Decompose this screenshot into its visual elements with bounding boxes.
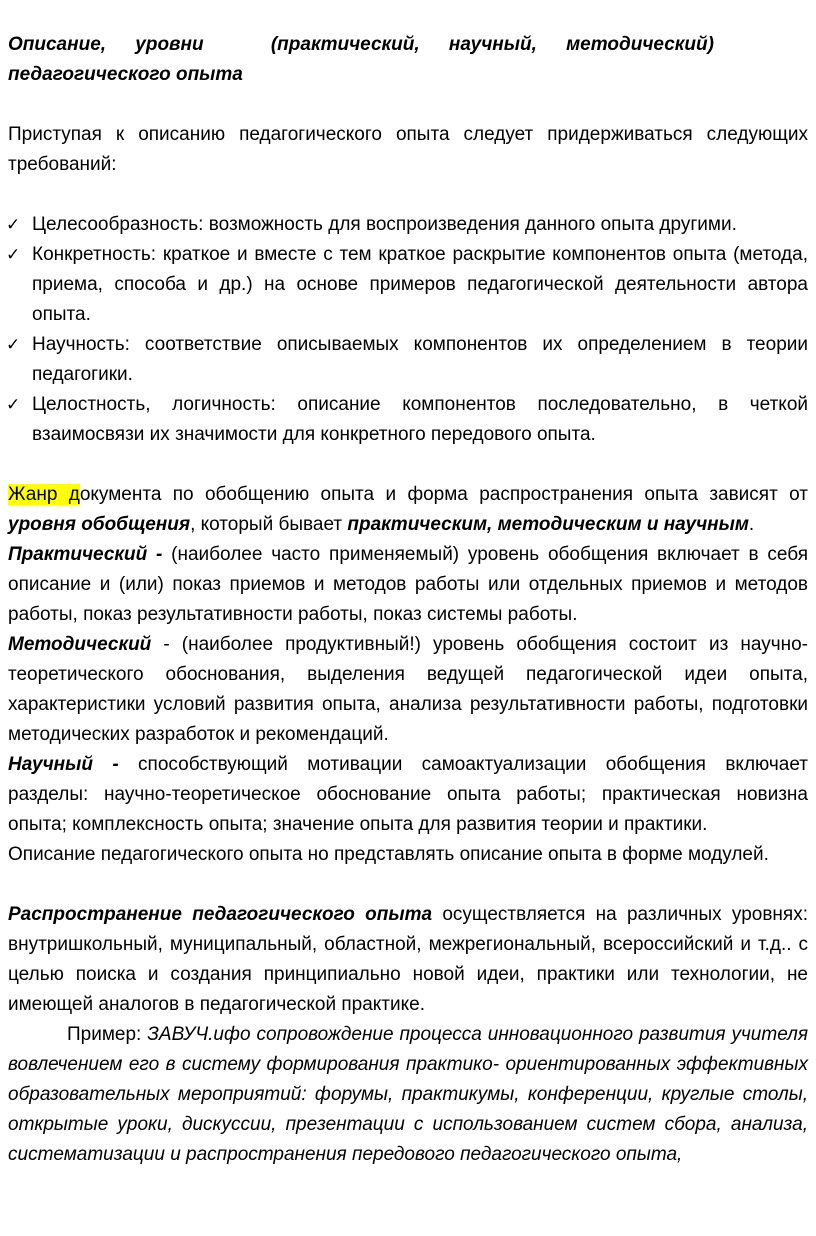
requirements-list: [8, 210, 808, 450]
distribution-term: Распространение педагогического опыта: [8, 904, 433, 925]
heading-line-2: педагогического опыта: [8, 64, 243, 85]
practical-paragraph: [8, 540, 808, 630]
document-heading: [8, 30, 808, 90]
distribution-paragraph: [8, 900, 808, 1020]
practical-term: Практический -: [8, 544, 163, 565]
blank-line: [8, 870, 808, 900]
checkmark-icon: ✓: [6, 395, 21, 415]
methodical-text: - (наиболее продуктивный!) уровень обобщения состоит из научно-теоретического обоснования, выделения ведущей педагогической идеи опыта, характеристики условий развития опыта, анализа результативности работы, подготовки методических разработок и рекомендаций.: [8, 634, 808, 745]
practical-text: (наиболее часто применяемый) уровень обобщения включает в себя описание и (или) показ приемов и методов работы или отдельных приемов и методов работы, показ результативности работы, показ системы работы.: [8, 544, 808, 625]
highlighted-text: Жанр д: [8, 484, 80, 505]
genre-text-2: , который бывает: [190, 514, 348, 535]
methodical-term: Методический: [8, 634, 152, 655]
requirement-text: Целесообразность: возможность для воспроизведения данного опыта другими.: [32, 214, 737, 235]
checkmark-icon: ✓: [6, 335, 21, 355]
heading-word-1: Описание,: [8, 34, 107, 55]
requirement-item: [8, 210, 808, 240]
checkmark-icon: ✓: [6, 245, 21, 265]
requirement-text: Конкретность: краткое и вместе с тем краткое раскрытие компонентов опыта (метода, приема, способа и др.) на основе примеров педагогической деятельности автора опыта.: [32, 244, 808, 325]
genre-text-3: .: [748, 514, 755, 535]
scientific-text: способствующий мотивации самоактуализации обобщения включает разделы: научно-теоретическое обоснование опыта работы; практическая новизна опыта; комплексность опыта; значение опыта для развития теории и практики.: [8, 754, 808, 835]
heading-word-4: научный,: [448, 34, 537, 55]
genre-text-1: окумента по обобщению опыта и форма распространения опыта зависят от: [79, 484, 808, 505]
description-note: Описание педагогического опыта но представлять описание опыта в форме модулей.: [8, 844, 769, 865]
heading-line-1: [8, 30, 808, 60]
scientific-paragraph: [8, 750, 808, 840]
heading-word-3: (практический,: [270, 34, 420, 55]
example-label: Пример:: [67, 1024, 148, 1045]
methodical-paragraph: [8, 630, 808, 750]
distribution-text: осуществляется на различных уровнях: внутришкольный, муниципальный, областной, межрегиональный, всероссийский и т.д.. с целью поиска и создания принципиально новой идеи, практики или технологии, не имеющей аналогов в педагогической практике.: [8, 904, 808, 1015]
genre-bold-2: практическим, методическим и научным: [347, 514, 749, 535]
requirement-item: [8, 240, 808, 330]
example-text: ЗАВУЧ.ифо сопровождение процесса инновационного развития учителя вовлечением его в систему формирования практико- ориентированных эффективных образовательных мероприятий: форумы, практикумы, конференции, круглые столы, открытые уроки, дискуссии, презентации с использованием систем сбора, анализа, систематизации и распространения передового педагогического опыта,: [8, 1024, 808, 1165]
requirement-item: [8, 330, 808, 390]
checkmark-icon: ✓: [6, 215, 21, 235]
requirement-text: Целостность, логичность: описание компонентов последовательно, в четкой взаимосвязи их значимости для конкретного передового опыта.: [32, 394, 808, 445]
genre-paragraph: [8, 480, 808, 540]
intro-paragraph: Приступая к описанию педагогического опыта следует придерживаться следующих требований:: [8, 124, 808, 175]
genre-bold-1: уровня обобщения: [8, 514, 191, 535]
requirement-text: Научность: соответствие описываемых компонентов их определением в теории педагогики.: [32, 334, 808, 385]
heading-word-5: методический): [566, 34, 714, 55]
requirement-item: [8, 390, 808, 450]
example-paragraph: [8, 1020, 808, 1170]
heading-word-2: уровни: [135, 34, 204, 55]
scientific-term: Научный -: [8, 754, 119, 775]
